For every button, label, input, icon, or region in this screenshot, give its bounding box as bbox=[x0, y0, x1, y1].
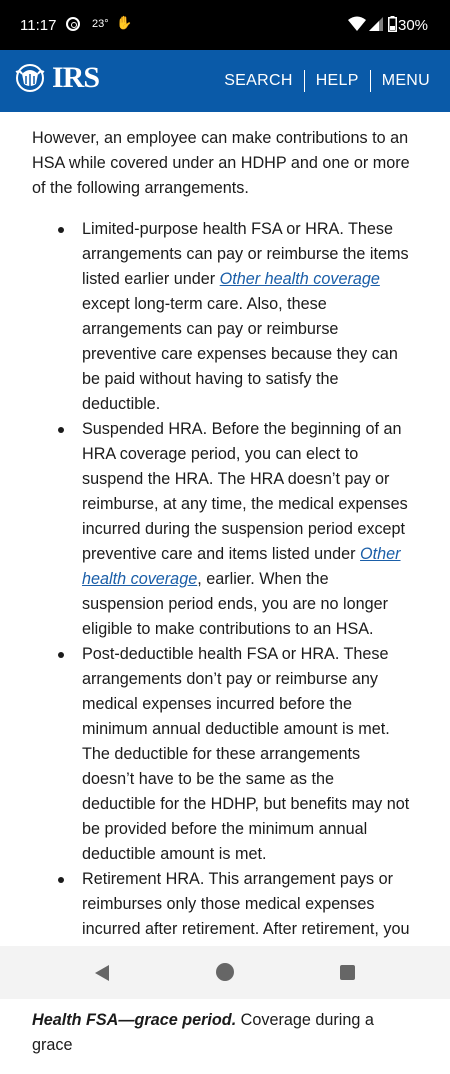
search-link[interactable]: SEARCH bbox=[224, 72, 293, 89]
menu-button[interactable]: MENU bbox=[381, 72, 430, 89]
site-header bbox=[0, 50, 450, 112]
eagle-icon bbox=[14, 62, 50, 94]
header-nav bbox=[213, 70, 430, 92]
grace-period-paragraph bbox=[32, 1008, 412, 1058]
other-health-coverage-link[interactable]: Other health coverage bbox=[219, 270, 380, 288]
item-text: , earlier. When the suspension period ends, you are no longer eligible to make contributions to an HSA. bbox=[82, 570, 388, 638]
cell-signal-icon bbox=[368, 16, 384, 36]
irs-logo[interactable] bbox=[14, 62, 99, 94]
hand-icon: ✋ bbox=[116, 15, 133, 30]
intro-paragraph: However, an employee can make contributions to an HSA while covered under an HDHP and one or more of the following arrangements. bbox=[32, 129, 410, 197]
status-temperature: 23° bbox=[92, 18, 109, 30]
battery-percent: 30% bbox=[398, 17, 429, 34]
item-text: Retirement HRA. This arrangement pays or reimburses only those medical expenses incurred after retirement. After retirement, you bbox=[82, 870, 410, 938]
arrangements-list bbox=[32, 217, 412, 992]
item-text: Suspended HRA. Before the beginning of an HRA coverage period, you can elect to suspend the HRA. The HRA doesn’t pay or reimburse, at any time, the medical expenses incurred during the suspension period except preventive care and items listed under bbox=[82, 420, 408, 563]
item-text: Limited-purpose health FSA or HRA. These arrangements can pay or reimburse the items listed earlier under bbox=[82, 220, 409, 288]
list-item bbox=[82, 217, 412, 417]
system-nav-bar bbox=[0, 946, 450, 999]
other-health-coverage-link[interactable]: Other health coverage bbox=[82, 545, 401, 588]
back-icon[interactable] bbox=[94, 964, 110, 987]
status-time: 11:17 bbox=[20, 17, 57, 34]
battery-icon bbox=[388, 16, 397, 36]
logo-text: IRS bbox=[52, 61, 100, 94]
recents-icon[interactable] bbox=[340, 965, 355, 980]
item-text: except long-term care. Also, these arrangements can pay or reimburse preventive care expenses because they can be paid without having to satisfy the deductible. bbox=[82, 295, 398, 413]
list-item bbox=[82, 417, 412, 642]
list-item bbox=[82, 642, 412, 867]
help-link[interactable]: HELP bbox=[315, 72, 359, 89]
grace-period-text: Coverage during a grace bbox=[32, 1011, 374, 1054]
wifi-icon bbox=[348, 16, 366, 36]
article-content bbox=[32, 126, 412, 1074]
item-text: Post-deductible health FSA or HRA. These arrangements don’t pay or reimburse any medical expenses incurred before the minimum annual deductible amount is met. The deductible for these arrangements doesn’t have to be the same as the deductible for the HDHP, but benefits may not be provided before the minimum annual deductible amount is met. bbox=[82, 645, 410, 863]
status-bar bbox=[0, 0, 450, 50]
home-icon[interactable] bbox=[216, 963, 234, 981]
signal-ring-icon bbox=[66, 17, 80, 31]
grace-period-heading: Health FSA—grace period. bbox=[32, 1011, 237, 1029]
